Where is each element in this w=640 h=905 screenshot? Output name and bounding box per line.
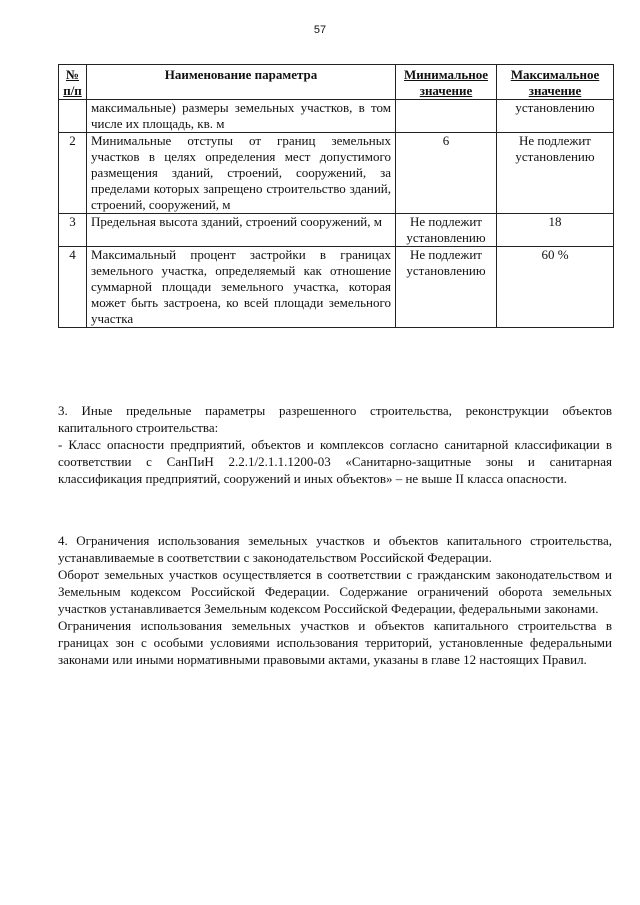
row-name: Максимальный процент застройки в границах земельного участка, определяемый как отношение суммарной площади земельного участка, которая может быть застроена, ко всей площади земельного участка [87,247,396,328]
row-min: Не подлежит установлению [396,247,497,328]
row-max: 18 [497,214,614,247]
section-4-paragraph-1: Оборот земельных участков осуществляется в соответствии с гражданским законодательством и Земельным кодексом Российской Федерации. Содержание ограничений оборота земельных участков устанавливается Земельным кодексом Российской Федерации, федеральными законами. [58,567,612,616]
row-max: Не подлежит установлению [497,133,614,214]
header-num: № п/п [59,65,87,100]
row-max: установлению [497,100,614,133]
row-min: Не подлежит установлению [396,214,497,247]
row-num: 3 [59,214,87,247]
section-3 [58,402,612,487]
header-name: Наименование параметра [87,65,396,100]
table-row [59,100,614,133]
table-row [59,247,614,328]
section-4 [58,532,612,668]
row-num [59,100,87,133]
section-3-text: - Класс опасности предприятий, объектов и комплексов согласно санитарной классификации в соответствии с СанПиН 2.2.1/2.1.1.1200-03 «Санитарно-защитные зоны и санитарная классификация предприятий, сооружений и иных объектов» – не выше II класса опасности. [58,437,612,486]
section-3-heading: 3. Иные предельные параметры разрешенного строительства, реконструкции объектов капитального строительства: [58,403,612,435]
row-min: 6 [396,133,497,214]
row-min [396,100,497,133]
parameters-table [58,64,614,328]
row-name: максимальные) размеры земельных участков, в том числе их площадь, кв. м [87,100,396,133]
page-number: 57 [313,24,327,36]
row-name: Минимальные отступы от границ земельных участков в целях определения мест допустимого размещения зданий, строений, сооружений, за пределами которых запрещено строительство зданий, строений, сооружений, м [87,133,396,214]
header-max: Максимальное значение [497,65,614,100]
header-min: Минимальное значение [396,65,497,100]
row-name: Предельная высота зданий, строений сооружений, м [87,214,396,247]
row-num: 4 [59,247,87,328]
row-num: 2 [59,133,87,214]
section-4-heading: 4. Ограничения использования земельных участков и объектов капитального строительства, устанавливаемые в соответствии с законодательством Российской Федерации. [58,533,612,565]
row-max: 60 % [497,247,614,328]
table-row [59,214,614,247]
table-row [59,133,614,214]
table-header-row [59,65,614,100]
section-4-paragraph-2: Ограничения использования земельных участков и объектов капитального строительства в границах зон с особыми условиями использования территорий, установленные федеральными законами или иными нормативными правовыми актами, указаны в главе 12 настоящих Правил. [58,618,612,667]
